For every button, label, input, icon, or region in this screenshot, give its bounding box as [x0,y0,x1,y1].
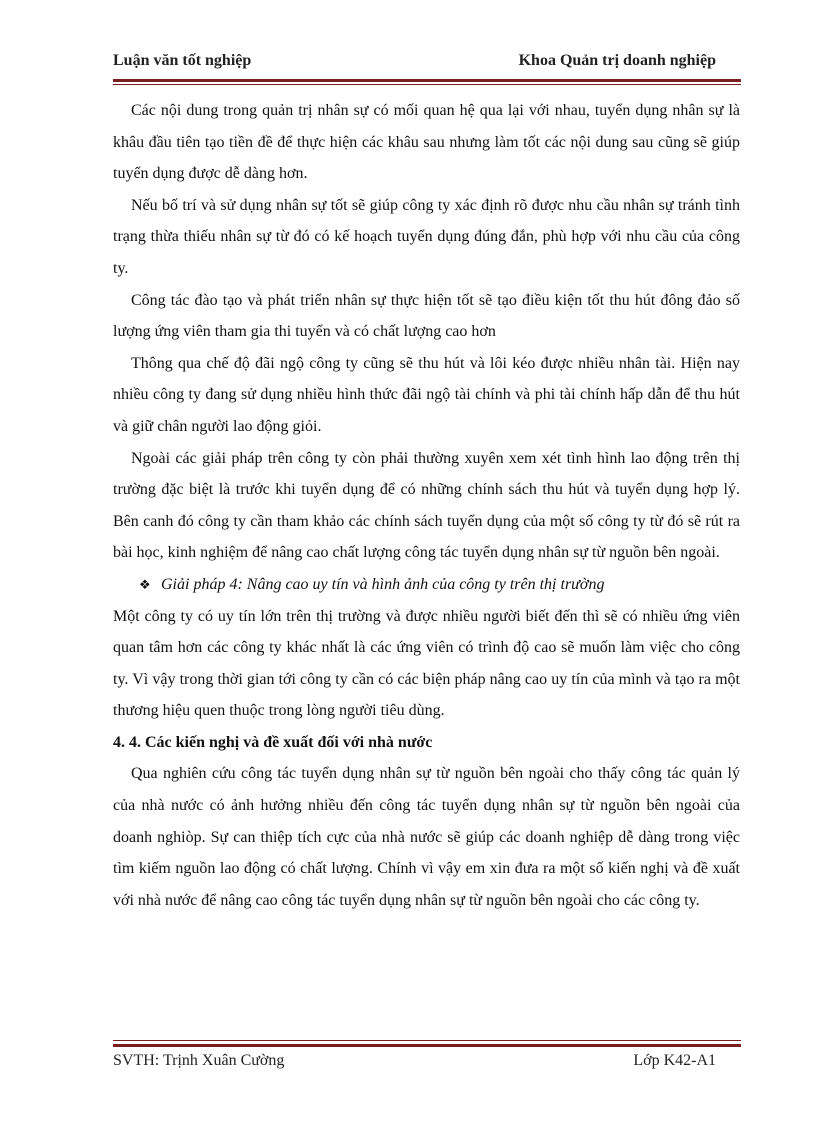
header-faculty: Khoa Quản trị doanh nghiệp [518,52,716,69]
page-header [113,52,716,76]
header-rule-thick [113,79,741,82]
paragraph-2: Nếu bố trí và sử dụng nhân sự tốt sẽ giúp công ty xác định rõ được nhu cầu nhân sự tránh tình trạng thừa thiếu nhân sự từ đó có kế hoạch tuyển dụng đúng đắn, phù hợp với nhu cầu của công ty. [113,196,740,277]
paragraph-5: Ngoài các giải pháp trên công ty còn phải thường xuyên xem xét tình hình lao động trên thị trường đặc biệt là trước khi tuyển dụng để có những chính sách thu hút và tuyển dụng hợp lý. Bên canh đó công ty cần tham khảo các chính sách tuyển dụng của một số công ty từ đó sẽ rút ra bài học, kinh nghiệm để nâng cao chất lượng công tác tuyển dụng nhân sự từ nguồn bên ngoài. [113,449,740,562]
page-body [113,95,740,916]
solution-4-heading-text: Giải pháp 4: Nâng cao uy tín và hình ảnh của công ty trên thị trường [161,575,605,593]
footer-class: Lớp K42-A1 [633,1052,716,1069]
diamond-bullet-icon: ❖ [139,576,151,592]
header-thesis-title: Luận văn tốt nghiệp [113,52,252,69]
paragraph-4: Thông qua chế độ đãi ngộ công ty cũng sẽ thu hút và lôi kéo được nhiều nhân tài. Hiện nay nhiều công ty đang sử dụng nhiều hình thức đãi ngộ tài chính và phi tài chính hấp dẫn để thu hút và giữ chân người lao động giỏi. [113,354,740,435]
solution-4-heading [113,569,740,601]
paragraph-3: Công tác đào tạo và phát triển nhân sự thực hiện tốt sẽ tạo điều kiện tốt thu hút đông đảo số lượng ứng viên tham gia thi tuyển và có chất lượng cao hơn [113,291,740,341]
header-rule-thin [113,84,741,85]
footer-student: SVTH: Trịnh Xuân Cường [113,1052,285,1069]
section-heading: 4. 4. Các kiến nghị và đề xuất đối với nhà nước [113,733,433,751]
paragraph-1: Các nội dung trong quản trị nhân sự có mối quan hệ qua lại với nhau, tuyển dụng nhân sự là khâu đầu tiên tạo tiền đề để thực hiện các khâu sau nhưng làm tốt các nội dung sau cũng sẽ giúp tuyển dụng được dễ dàng hơn. [113,102,740,183]
solution-4-paragraph: Một công ty có uy tín lớn trên thị trường và được nhiều người biết đến thì sẽ có nhiều ứng viên quan tâm hơn các công ty khác nhất là các ứng viên có trình độ cao sẽ muốn làm việc cho công ty. Vì vậy trong thời gian tới công ty cần có các biện pháp nâng cao uy tín của mình và tạo ra một thương hiệu quen thuộc trong lòng người tiêu dùng. [113,607,740,720]
section-paragraph: Qua nghiên cứu công tác tuyển dụng nhân sự từ nguồn bên ngoài cho thấy công tác quản lý của nhà nước có ảnh hưởng nhiều đến công tác tuyển dụng nhân sự từ nguồn bên ngoài của doanh nghiòp. Sự can thiệp tích cực của nhà nước sẽ giúp các doanh nghiệp dễ dàng trong việc tìm kiếm nguồn lao động có chất lượng. Chính vì vậy em xin đưa ra một số kiến nghị và đề xuất với nhà nước để nâng cao công tác tuyển dụng nhân sự từ nguồn bên ngoài cho các công ty. [113,765,740,909]
footer-rule-thin [113,1040,741,1041]
footer-rule-thick [113,1044,741,1047]
